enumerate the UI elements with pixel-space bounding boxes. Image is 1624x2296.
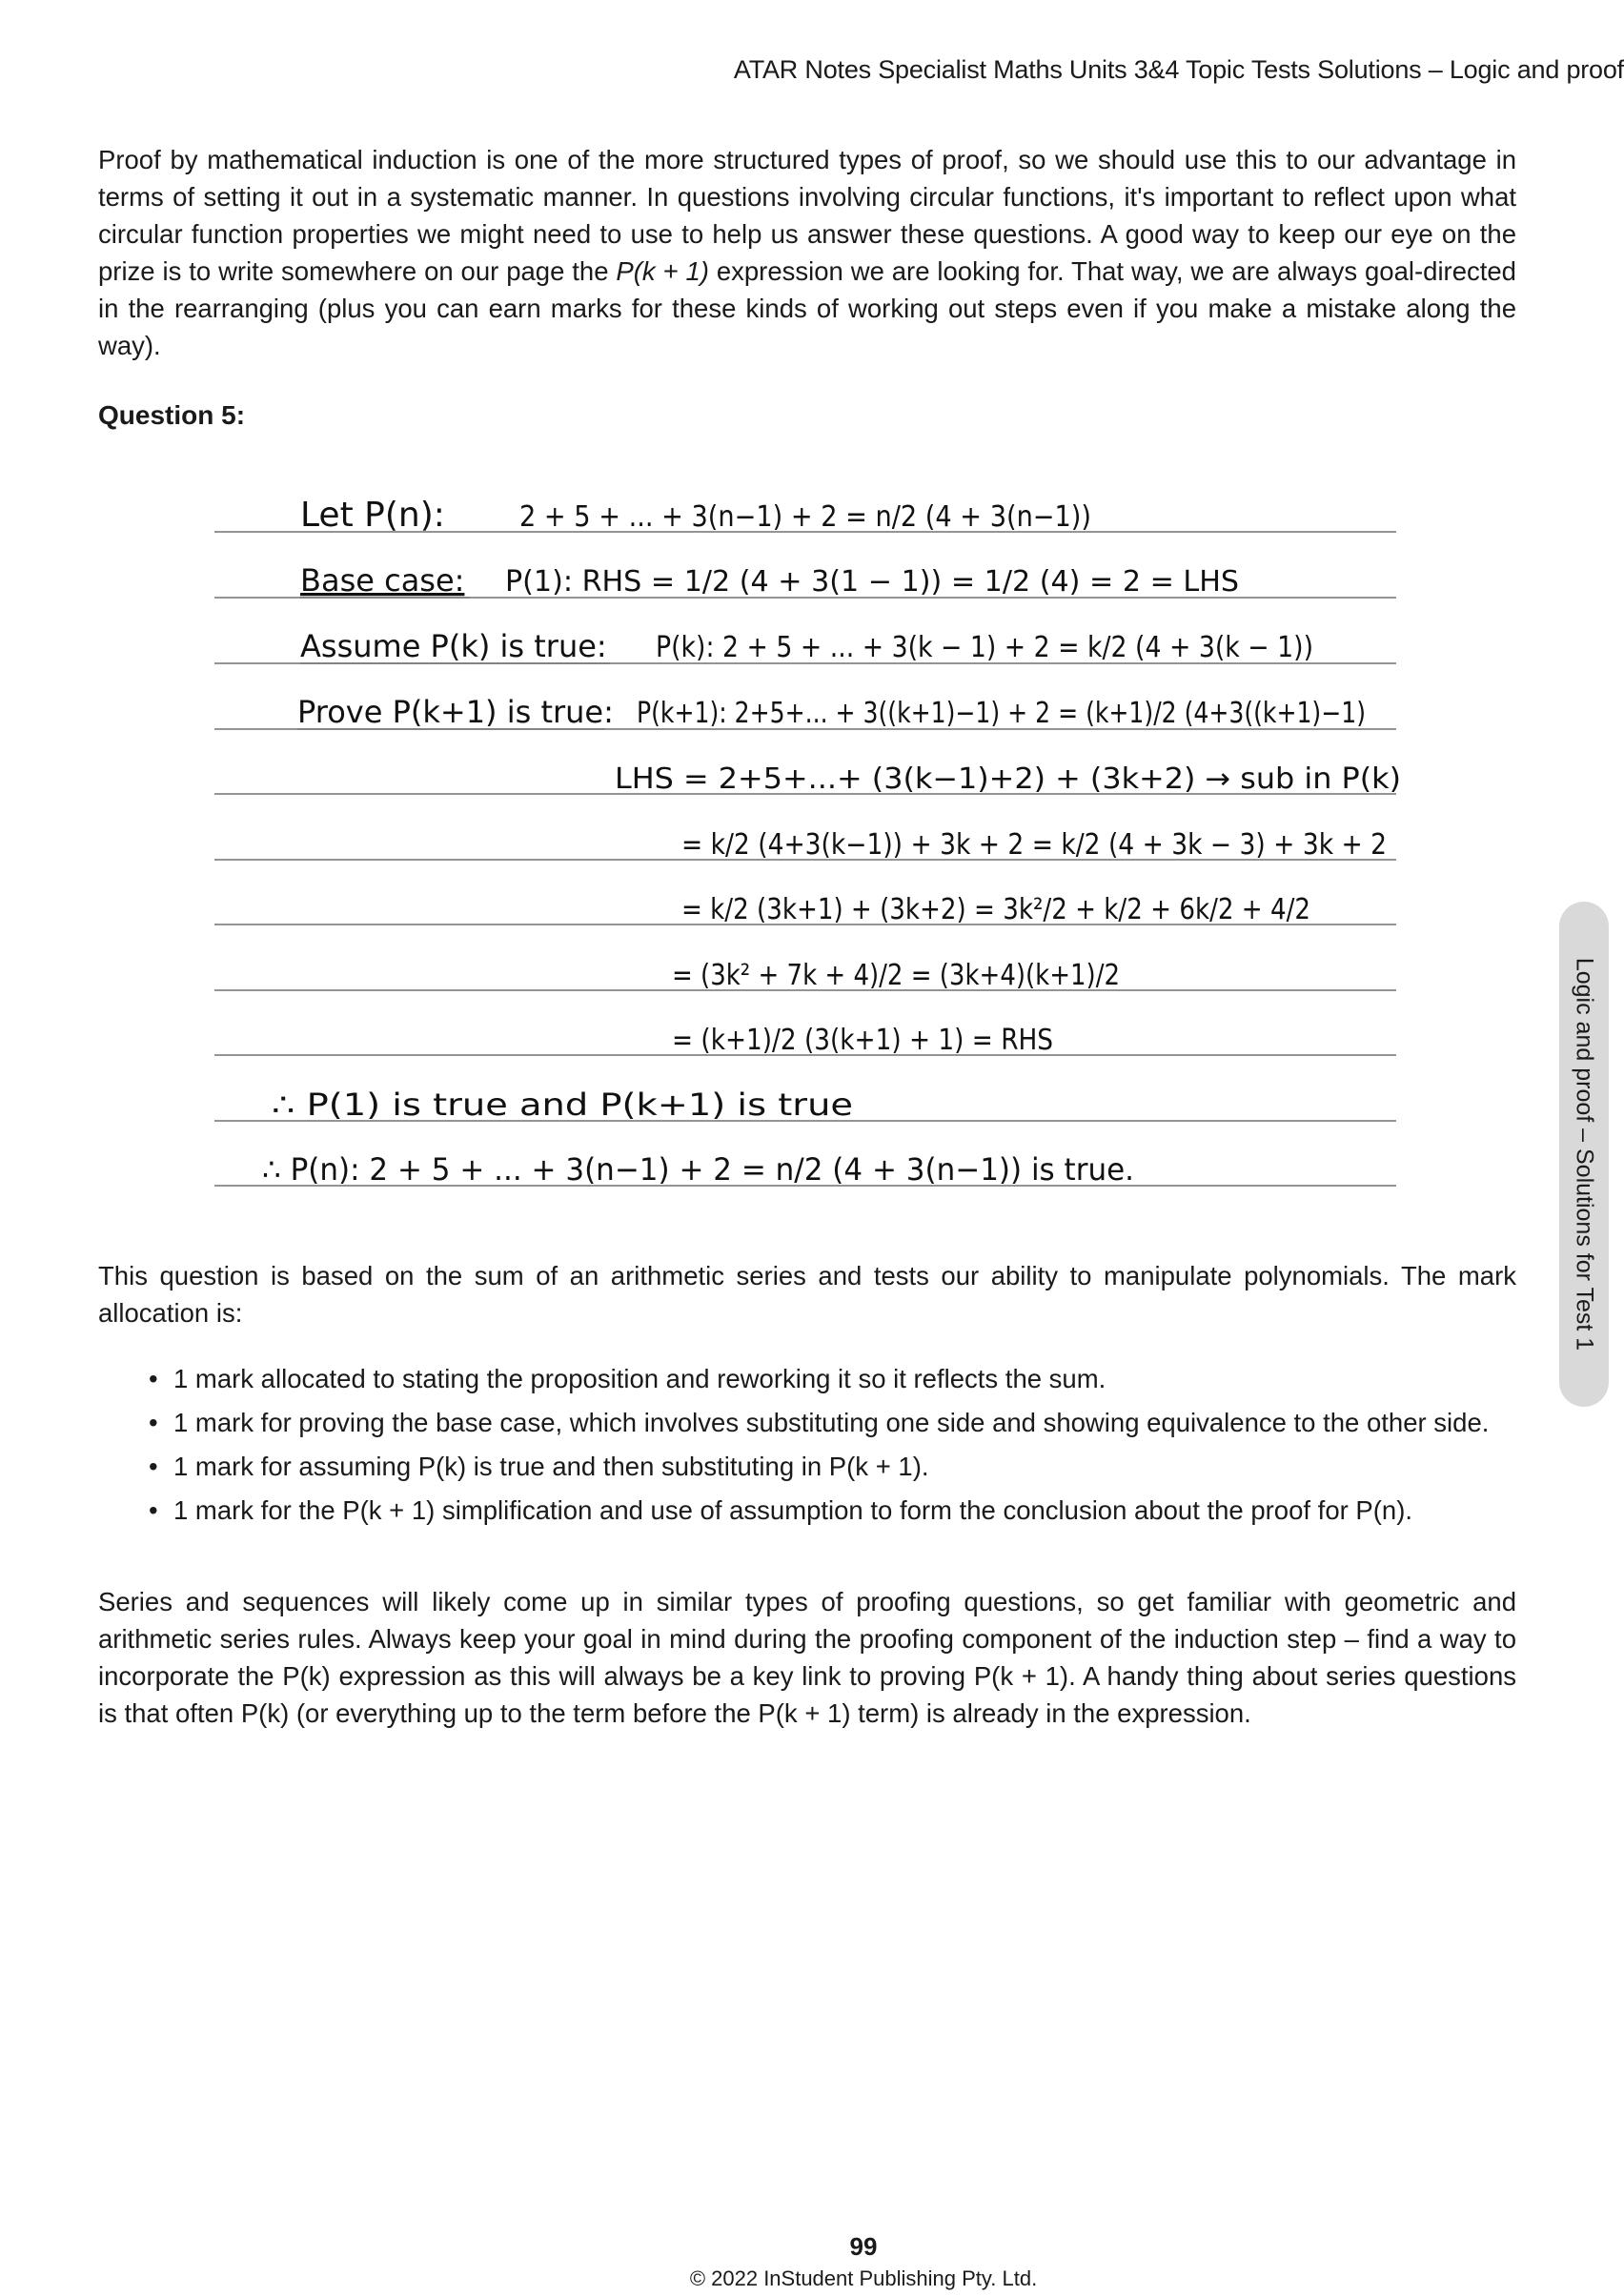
- hw-step-5: = (k+1)/2 (3(k+1) + 1) = RHS: [672, 1024, 1053, 1057]
- list-item: • 1 mark for the P(k + 1) simplification and use of assumption to form the conclusion about the proof for P(n).: [143, 1489, 1525, 1533]
- running-header: ATAR Notes Specialist Maths Units 3&4 Topic Tests Solutions – Logic and proof: [733, 55, 1624, 84]
- list-item: • 1 mark allocated to stating the proposition and reworking it so it reflects the sum.: [143, 1357, 1525, 1401]
- intro-text-1: Proof by mathematical induction is one of the more structured types of proof, so we should use this to our advantage in terms of setting it out in a systematic manner. In questions involving circular functions, it's important to reflect upon what circular function properties we might need to use to help us answer these questions. A good way to keep our eye on the prize is to write somewhere on our page the: [98, 145, 1516, 286]
- closing-paragraph: Series and sequences will likely come up in similar types of proofing questions, so get familiar with geometric and arithmetic series rules. Always keep your goal in mind during the proofing component of the induction step – find a way to incorporate the P(k) expression as this will always be a key link to proving P(k + 1). A handy thing about series questions is that often P(k) (or everything up to the term before the P(k + 1) term) is already in the expression.: [98, 1587, 1516, 1728]
- hw-base-expression: P(1): RHS = 1/2 (4 + 3(1 − 1)) = 1/2 (4) = 2 = LHS: [505, 565, 1239, 599]
- hw-conclusion-1: ∴ P(1) is true and P(k+1) is true: [272, 1087, 853, 1123]
- intro-math: P(k + 1): [616, 256, 709, 286]
- hw-lhs-step: LHS = 2+5+...+ (3(k−1)+2) + (3k+2) → sub in P(k): [615, 762, 1401, 796]
- hw-let-label: Let P(n):: [300, 496, 445, 535]
- hw-step-4: = (3k² + 7k + 4)/2 = (3k+4)(k+1)/2: [672, 959, 1120, 992]
- question-heading: Question 5:: [98, 400, 246, 430]
- hw-step-2: = k/2 (4+3(k−1)) + 3k + 2 = k/2 (4 + 3k − 3) + 3k + 2: [681, 828, 1387, 862]
- hw-step-3: = k/2 (3k+1) + (3k+2) = 3k²/2 + k/2 + 6k/2 + 4/2: [681, 893, 1310, 926]
- hw-assume-expression: P(k): 2 + 5 + ... + 3(k − 1) + 2 = k/2 (4 + 3(k − 1)): [656, 631, 1313, 664]
- section-side-tab: [1559, 902, 1609, 1407]
- list-item: • 1 mark for assuming P(k) is true and then substituting in P(k + 1).: [143, 1445, 1525, 1489]
- list-item: • 1 mark for proving the base case, which involves substituting one side and showing equivalence to the other side.: [143, 1401, 1525, 1445]
- page-number: 99: [849, 2232, 878, 2261]
- hw-base-label: Base case:: [300, 562, 465, 599]
- hw-conclusion-2: ∴ P(n): 2 + 5 + ... + 3(n−1) + 2 = n/2 (4 + 3(n−1)) is true.: [262, 1151, 1134, 1188]
- hw-prove-expression: P(k+1): 2+5+... + 3((k+1)−1) + 2 = (k+1)/2 (4+3((k+1)−1): [637, 697, 1366, 730]
- analysis-paragraph: This question is based on the sum of an arithmetic series and tests our ability to manipulate polynomials. The mark allocation is:: [98, 1261, 1516, 1328]
- mark-allocation-list: [143, 1357, 1525, 1533]
- hw-prove-label: Prove P(k+1) is true:: [297, 694, 614, 730]
- intro-text-2: expression we are looking for. That way, we are always goal-directed in the rearranging (plus you can earn marks for these kinds of working out steps even if you make a mistake along the way).: [98, 256, 1516, 360]
- copyright: © 2022 InStudent Publishing Pty. Ltd.: [689, 2266, 1038, 2290]
- hw-let-expression: 2 + 5 + ... + 3(n−1) + 2 = n/2 (4 + 3(n−1)): [519, 500, 1091, 534]
- side-tab-label: Logic and proof – Solutions for Test 1: [1571, 957, 1598, 1351]
- hw-assume-label: Assume P(k) is true:: [300, 628, 607, 664]
